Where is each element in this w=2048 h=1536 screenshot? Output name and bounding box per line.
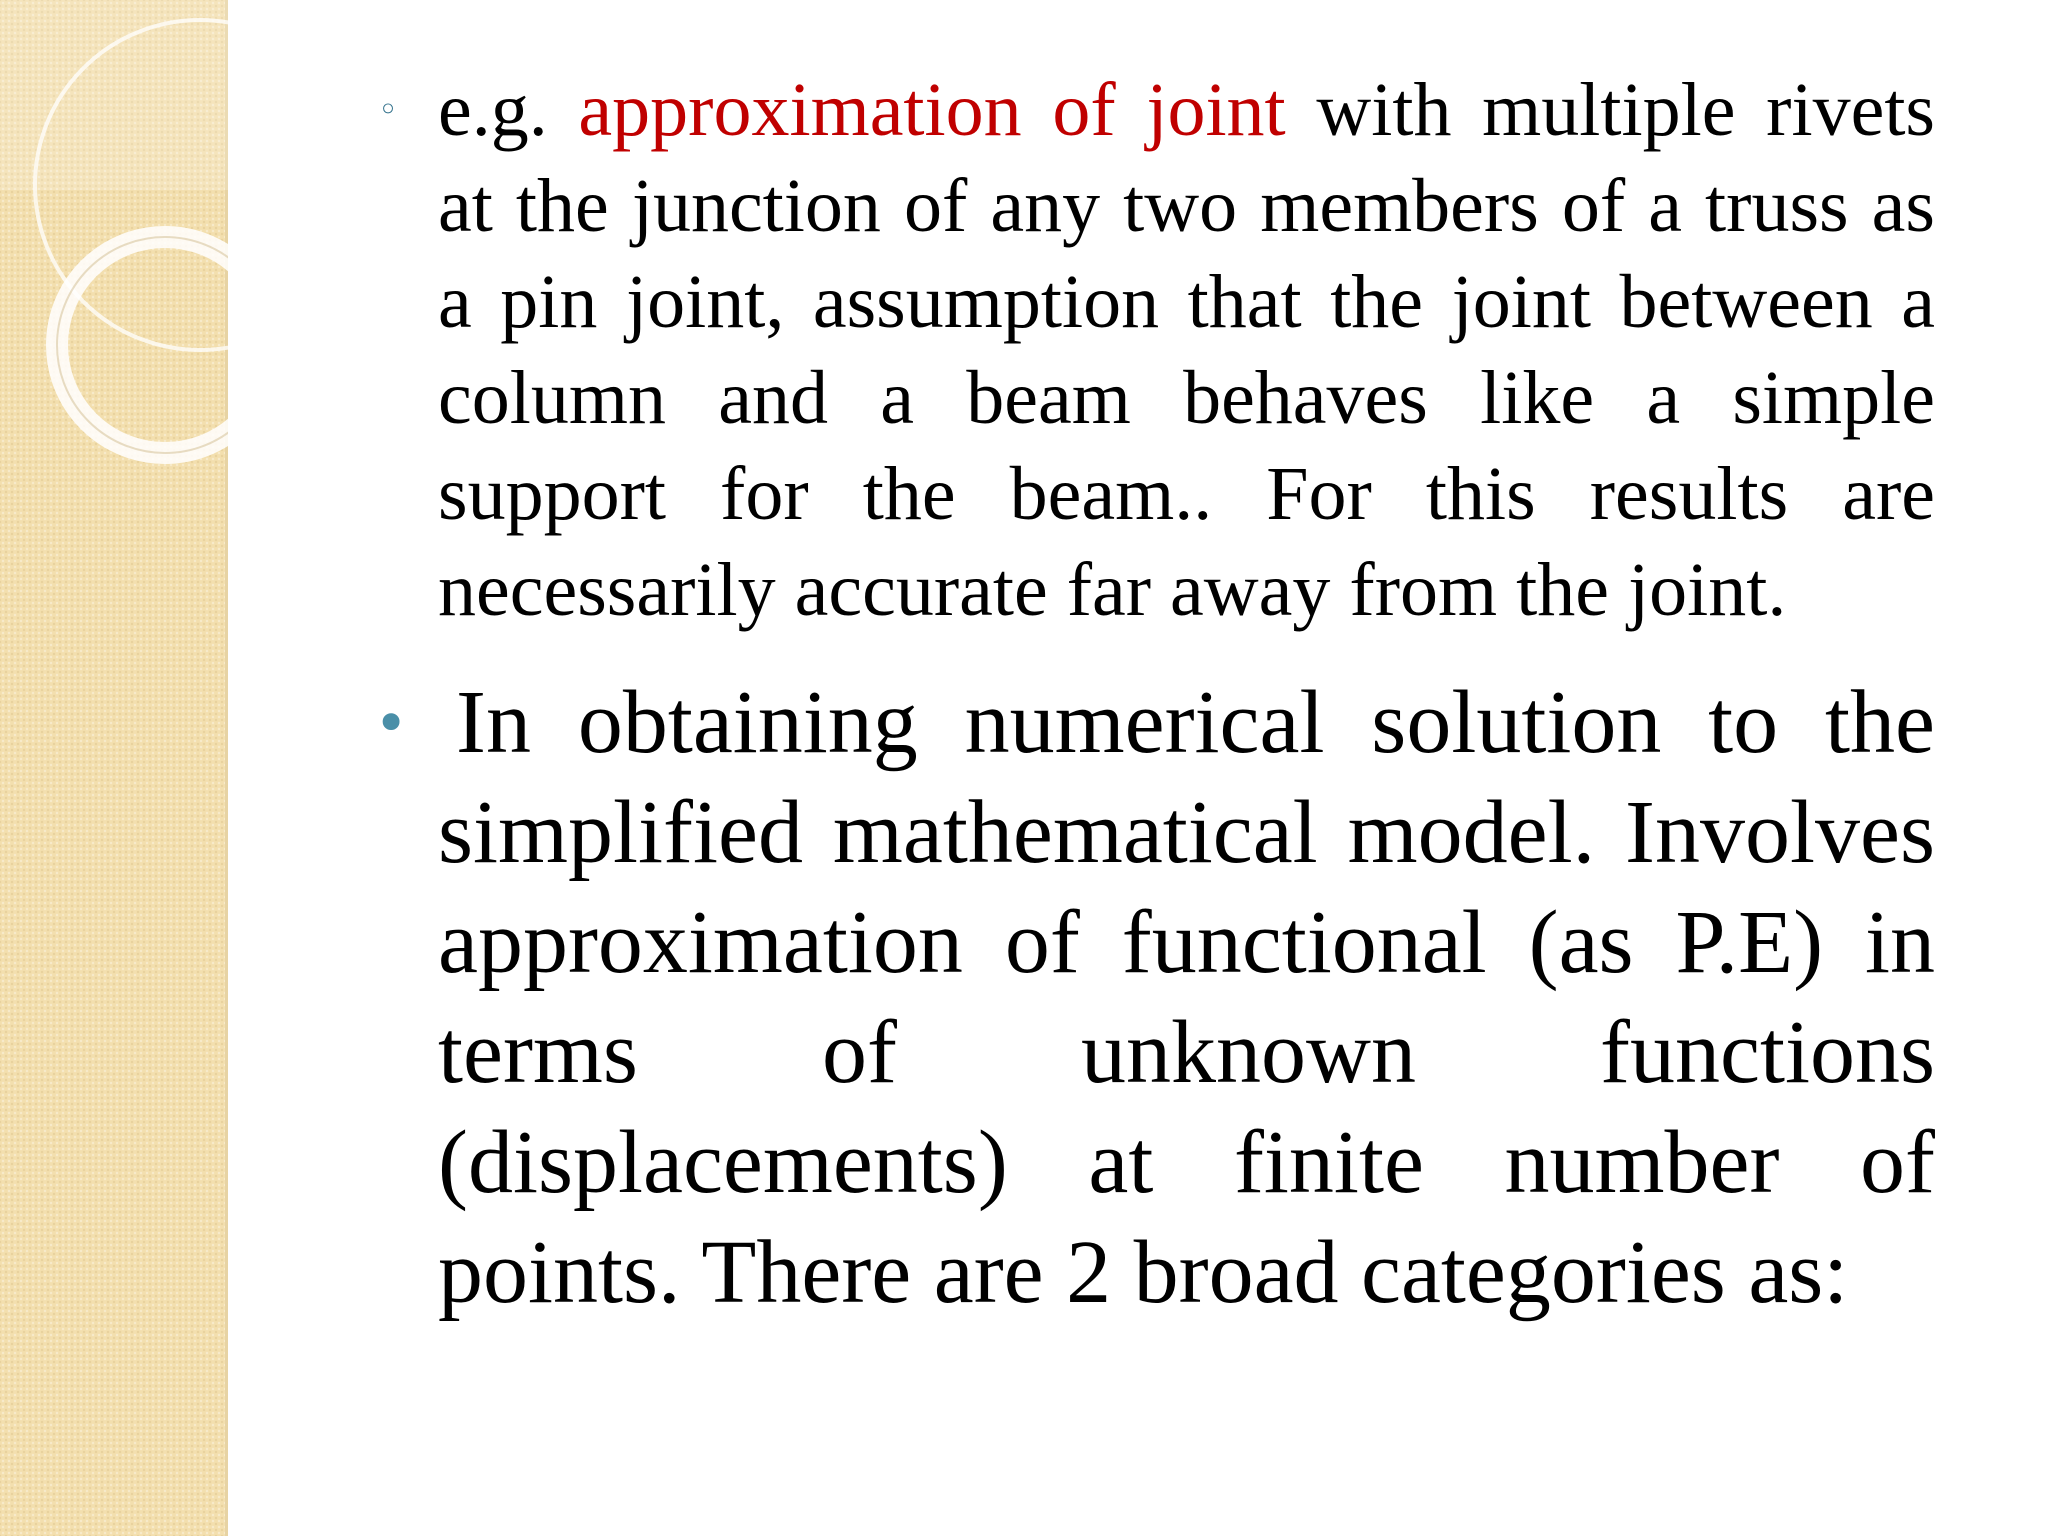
main-bullet-text: In obtaining numerical solution to the simplified mathematical model. Involves approximation of functional (as P.E) in terms of unknown functions (displacements) at finite number of points. There are 2 broad categories as: xyxy=(438,673,1935,1322)
sub-bullet-item xyxy=(370,62,1935,638)
sub-bullet-text: with multiple rivets at the junction of any two members of a truss as a pin joint, assumption that the joint between a column and a beam behaves like a simple support for the beam.. For this results are necessarily accurate far away from the joint. xyxy=(438,68,1936,632)
filled-bullet-icon: • xyxy=(374,689,409,757)
decorative-rings-icon xyxy=(0,0,228,520)
slide-content xyxy=(370,62,1935,1328)
main-bullet-item xyxy=(370,668,1935,1328)
decorative-sidebar xyxy=(0,0,228,1536)
sub-bullet-prefix: e.g. xyxy=(438,68,579,152)
hollow-bullet-icon: ◦ xyxy=(378,90,399,130)
sub-bullet-highlight: approximation of joint xyxy=(578,68,1286,152)
